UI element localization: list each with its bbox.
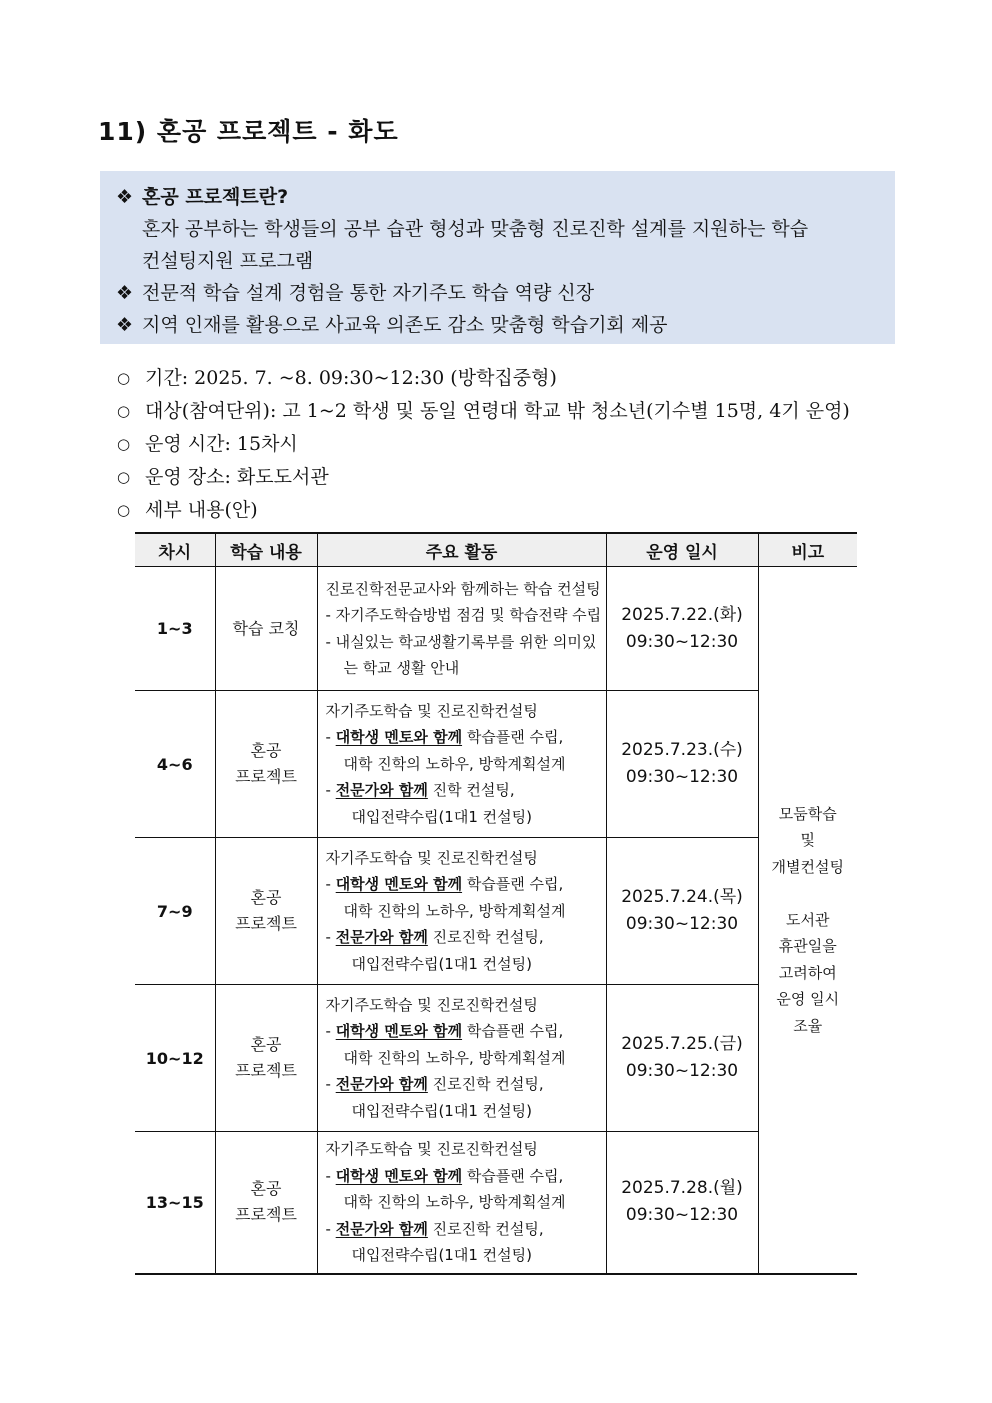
detail-item-venue: ○ 운영 장소: 화도도서관 — [117, 461, 850, 494]
intro-point — [116, 309, 895, 341]
activity-cell: 자기주도학습 및 진로진학컨설팅 - 대학생 멘토와 함께 학습플랜 수립, 대학 진학의 노하우, 방학계획설계 - 전문가와 함께 진로진학 컨설팅, 대입전략수립(1대1 컨설팅) — [317, 985, 606, 1132]
intro-point — [116, 277, 895, 309]
intro-point-text: 지역 인재를 활용으로 사교육 의존도 감소 맞춤형 학습기회 제공 — [142, 314, 668, 336]
schedule-table — [135, 532, 857, 1275]
diamond-bullet-icon: ❖ — [116, 314, 134, 336]
detail-item-plan: ○ 세부 내용(안) — [117, 494, 850, 527]
table-row — [135, 838, 857, 985]
diamond-bullet-icon: ❖ — [116, 282, 134, 304]
table-row — [135, 567, 857, 691]
session-cell: 1~3 — [135, 567, 215, 691]
activity-cell: 자기주도학습 및 진로진학컨설팅 - 대학생 멘토와 함께 학습플랜 수립, 대학 진학의 노하우, 방학계획설계 - 전문가와 함께 진로진학 컨설팅, 대입전략수립(1대1 컨설팅) — [317, 1132, 606, 1274]
diamond-bullet-icon: ❖ — [116, 186, 134, 208]
intro-description-line: 혼자 공부하는 학생들의 공부 습관 형성과 맞춤형 진로진학 설계를 지원하는 학습 — [142, 218, 809, 240]
intro-question — [116, 181, 895, 213]
intro-point-text: 전문적 학습 설계 경험을 통한 자기주도 학습 역량 신장 — [142, 282, 595, 304]
detail-item-hours: ○ 운영 시간: 15차시 — [117, 428, 850, 461]
detail-item-target: ○ 대상(참여단위): 고 1~2 학생 및 동일 연령대 학교 밖 청소년(기수별 15명, 4기 운영) — [117, 395, 850, 428]
table-header-row — [135, 533, 857, 567]
session-cell: 4~6 — [135, 691, 215, 838]
content-cell: 혼공 프로젝트 — [215, 691, 317, 838]
datetime-cell: 2025.7.23.(수) 09:30~12:30 — [606, 691, 758, 838]
circle-bullet-icon: ○ — [117, 468, 131, 486]
table-row — [135, 1132, 857, 1274]
circle-bullet-icon: ○ — [117, 369, 131, 387]
detail-list — [117, 362, 850, 527]
col-header-activity: 주요 활동 — [317, 533, 606, 567]
circle-bullet-icon: ○ — [117, 435, 131, 453]
datetime-cell: 2025.7.22.(화) 09:30~12:30 — [606, 567, 758, 691]
table-row — [135, 985, 857, 1132]
activity-cell: 자기주도학습 및 진로진학컨설팅 - 대학생 멘토와 함께 학습플랜 수립, 대학 진학의 노하우, 방학계획설계 - 전문가와 함께 진학 컨설팅, 대입전략수립(1대1 컨설팅) — [317, 691, 606, 838]
intro-box — [100, 171, 895, 344]
session-cell: 13~15 — [135, 1132, 215, 1274]
datetime-cell: 2025.7.24.(목) 09:30~12:30 — [606, 838, 758, 985]
content-cell: 혼공 프로젝트 — [215, 838, 317, 985]
note-cell: 모둠학습 및 개별컨설팅 도서관 휴관일을 고려하여 운영 일시 조율 — [758, 567, 857, 1274]
session-cell: 10~12 — [135, 985, 215, 1132]
col-header-datetime: 운영 일시 — [606, 533, 758, 567]
datetime-cell: 2025.7.28.(월) 09:30~12:30 — [606, 1132, 758, 1274]
intro-question-title: 혼공 프로젝트란? — [142, 186, 289, 208]
detail-item-period: ○ 기간: 2025. 7. ~8. 09:30~12:30 (방학집중형) — [117, 362, 850, 395]
content-cell: 혼공 프로젝트 — [215, 985, 317, 1132]
page-title: 11) 혼공 프로젝트 - 화도 — [98, 117, 399, 146]
content-cell: 혼공 프로젝트 — [215, 1132, 317, 1274]
circle-bullet-icon: ○ — [117, 402, 131, 420]
content-cell: 학습 코칭 — [215, 567, 317, 691]
activity-cell: 자기주도학습 및 진로진학컨설팅 - 대학생 멘토와 함께 학습플랜 수립, 대학 진학의 노하우, 방학계획설계 - 전문가와 함께 진로진학 컨설팅, 대입전략수립(1대1 컨설팅) — [317, 838, 606, 985]
col-header-session: 차시 — [135, 533, 215, 567]
table-row — [135, 691, 857, 838]
datetime-cell: 2025.7.25.(금) 09:30~12:30 — [606, 985, 758, 1132]
col-header-note: 비고 — [758, 533, 857, 567]
activity-cell: 진로진학전문교사와 함께하는 학습 컨설팅 - 자기주도학습방법 점검 및 학습전략 수립 - 내실있는 학교생활기록부를 위한 의미있 는 학교 생활 안내 — [317, 567, 606, 691]
session-cell: 7~9 — [135, 838, 215, 985]
circle-bullet-icon: ○ — [117, 501, 131, 519]
intro-description-line: 컨설팅지원 프로그램 — [142, 250, 314, 272]
col-header-content: 학습 내용 — [215, 533, 317, 567]
